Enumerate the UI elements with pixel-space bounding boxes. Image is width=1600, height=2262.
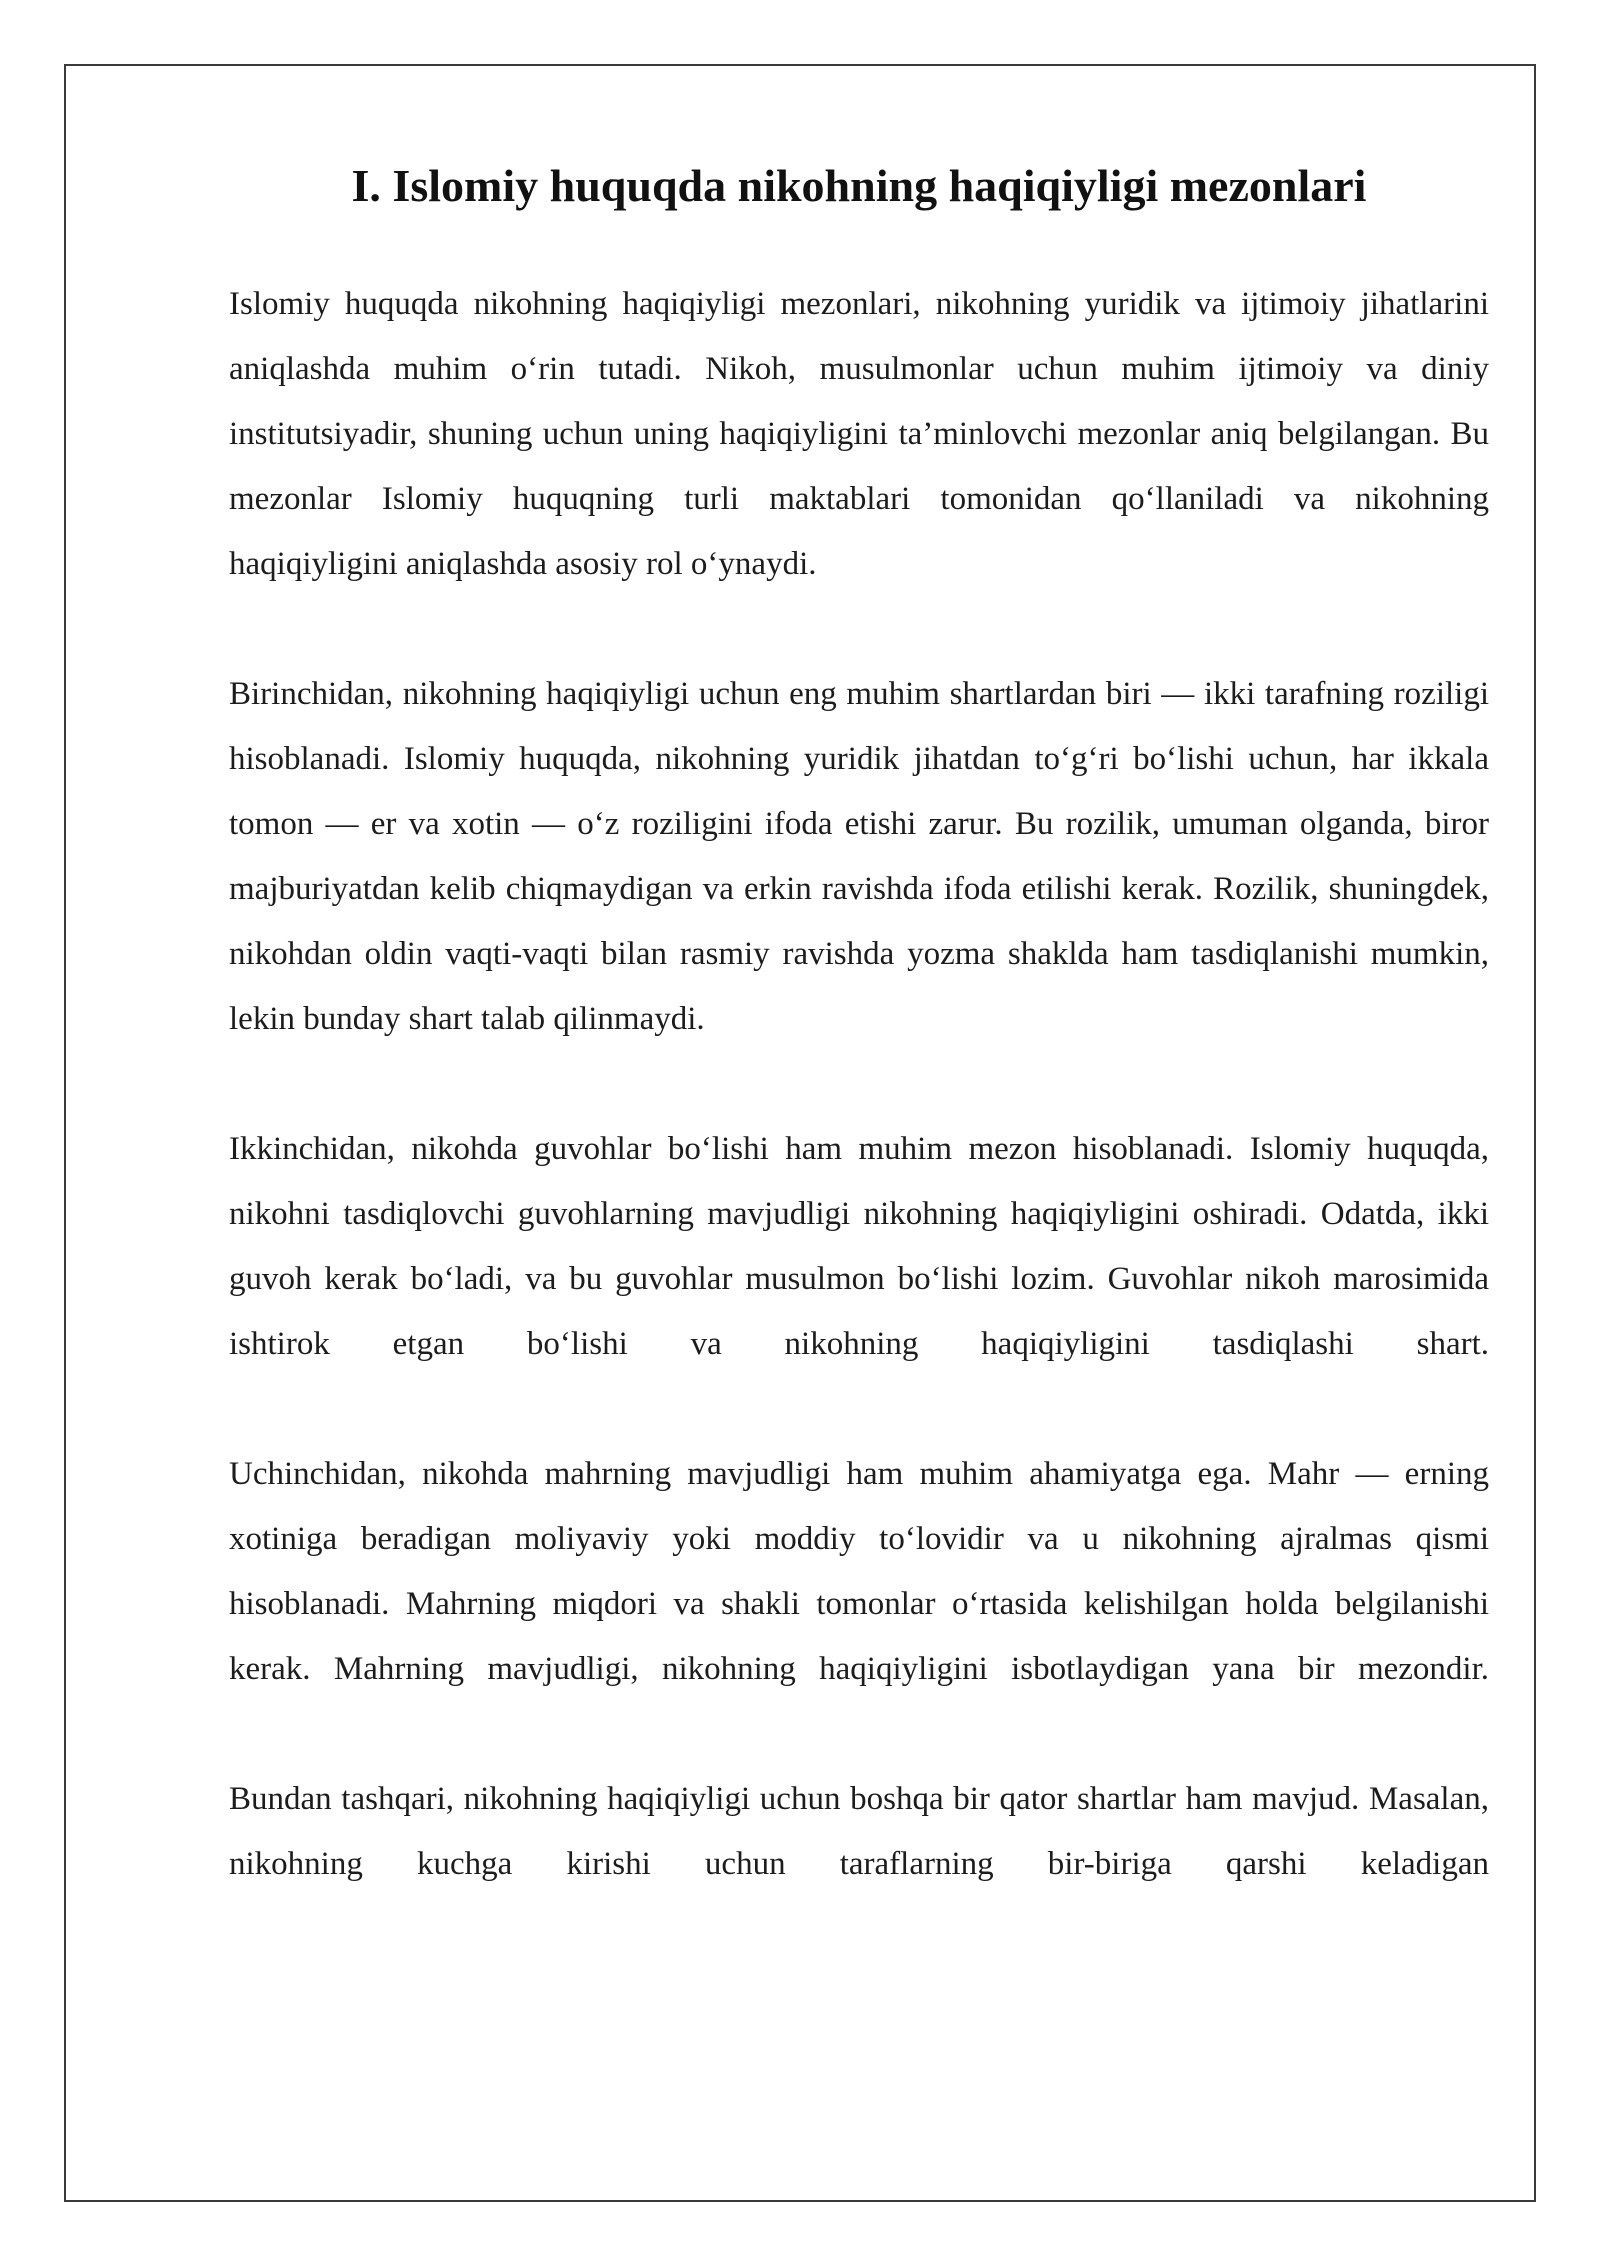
paragraph-consent: Birinchidan, nikohning haqiqiyligi uchun eng muhim shartlardan biri — ikki tarafning roziligi hisoblanadi. Islomiy huquqda, nikohning yuridik jihatdan to‘g‘ri bo‘lishi uchun, har ikkala tomon — er va xotin — o‘z roziligini ifoda etishi zarur. Bu rozilik, umuman olganda, biror majburiyatdan kelib chiqmaydigan va erkin ravishda ifoda etilishi kerak. Rozilik, shuningdek, nikohdan oldin vaqti-vaqti bilan rasmiy ravishda yozma shaklda ham tasdiqlanishi mumkin, lekin bunday shart talab qilinmaydi.	[229, 676, 1489, 1038]
document-body	[229, 130, 1489, 1897]
paragraph-intro: Islomiy huquqda nikohning haqiqiyligi mezonlari, nikohning yuridik va ijtimoiy jihatlarini aniqlashda muhim o‘rin tutadi. Nikoh, musulmonlar uchun muhim ijtimoiy va diniy institutsiyadir, shuning uchun uning haqiqiyligini ta’minlovchi mezonlar aniq belgilangan. Bu mezonlar Islomiy huquqning turli maktablari tomonidan qo‘llaniladi va nikohning haqiqiyligini aniqlashda asosiy rol o‘ynaydi.	[229, 286, 1489, 583]
paragraph-mahr: Uchinchidan, nikohda mahrning mavjudligi ham muhim ahamiyatga ega. Mahr — erning xotiniga beradigan moliyaviy yoki moddiy to‘lovidir va u nikohning ajralmas qismi hisoblanadi. Mahrning miqdori va shakli tomonlar o‘rtasida kelishilgan holda belgilanishi kerak. Mahrning mavjudligi, nikohning haqiqiyligini isbotlaydigan yana bir mezondir.	[229, 1456, 1489, 1688]
document-title: I. Islomiy huquqda nikohning haqiqiyligi mezonlari	[351, 160, 1367, 211]
paragraph-other-conditions: Bundan tashqari, nikohning haqiqiyligi uchun boshqa bir qator shartlar ham mavjud. Masalan, nikohning kuchga kirishi uchun taraflarning bir-biriga qarshi keladigan	[229, 1781, 1489, 1883]
paragraph-witnesses: Ikkinchidan, nikohda guvohlar bo‘lishi ham muhim mezon hisoblanadi. Islomiy huquqda, nikohni tasdiqlovchi guvohlarning mavjudligi nikohning haqiqiyligini oshiradi. Odatda, ikki guvoh kerak bo‘ladi, va bu guvohlar musulmon bo‘lishi lozim. Guvohlar nikoh marosimida ishtirok etgan bo‘lishi va nikohning haqiqiyligini tasdiqlashi shart.	[229, 1131, 1489, 1363]
